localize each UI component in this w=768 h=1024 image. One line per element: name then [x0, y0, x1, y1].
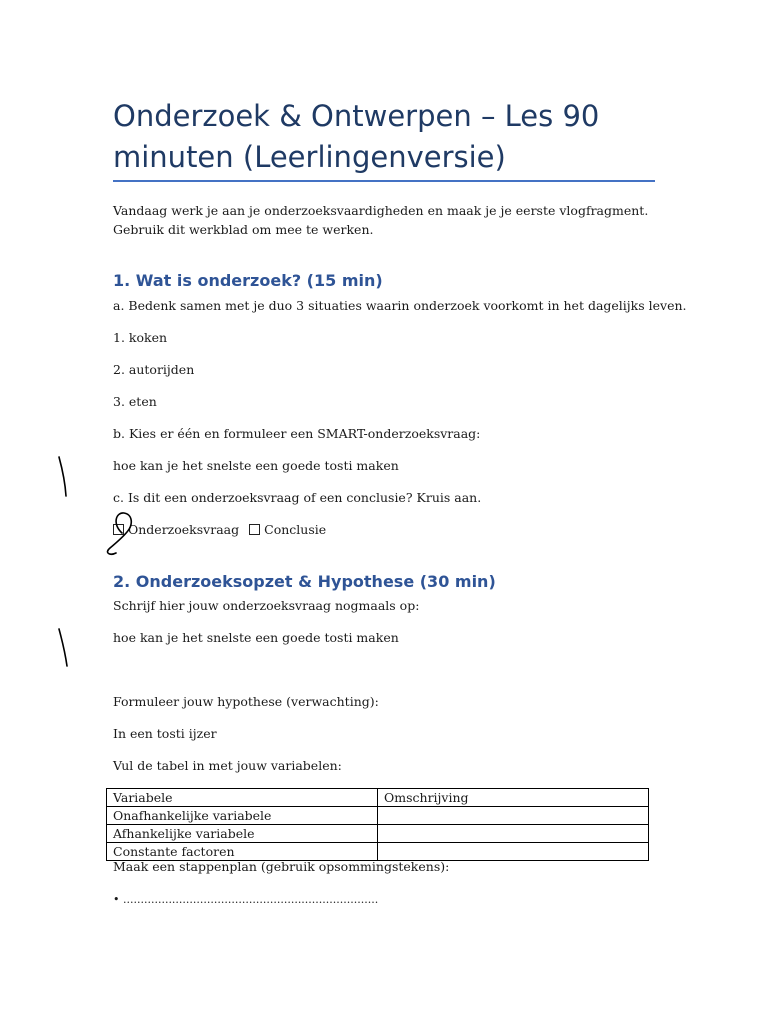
table-cell: Onafhankelijke variabele: [107, 807, 378, 825]
prompt-hypothesis: Formuleer jouw hypothese (verwachting):: [113, 694, 379, 709]
document-title: Onderzoek & Ontwerpen – Les 90 minuten (Leerlingenversie): [113, 99, 600, 174]
question-b: b. Kies er één en formuleer een SMART-onderzoeksvraag:: [113, 426, 481, 441]
prompt-table: Vul de tabel in met jouw variabelen:: [113, 758, 342, 773]
section1-heading: 1. Wat is onderzoek? (15 min): [113, 271, 383, 290]
table-header-cell: Variabele: [107, 789, 378, 807]
title-underline: [113, 180, 655, 182]
checkbox-onderzoeksvraag[interactable]: [113, 524, 124, 535]
checkbox-conclusie[interactable]: [249, 524, 260, 535]
answer-3[interactable]: 3. eten: [113, 394, 157, 409]
table-cell: Afhankelijke variabele: [107, 825, 378, 843]
pen-stroke-mark: [59, 629, 67, 666]
answer-question[interactable]: hoe kan je het snelste een goede tosti maken: [113, 630, 399, 645]
table-row: [107, 825, 649, 843]
intro-text: Vandaag werk je aan je onderzoeksvaardigheden en maak je je eerste vlogfragment. Gebruik dit werkblad om mee te werken.: [113, 203, 649, 237]
prompt-question: Schrijf hier jouw onderzoeksvraag nogmaals op:: [113, 598, 420, 613]
question-a: a. Bedenk samen met je duo 3 situaties waarin onderzoek voorkomt in het dagelijks leven.: [113, 298, 687, 313]
pen-stroke-mark: [59, 457, 66, 496]
option-conclusie-label: Conclusie: [264, 522, 327, 537]
answer-b[interactable]: hoe kan je het snelste een goede tosti maken: [113, 458, 399, 473]
table-cell-input[interactable]: [378, 807, 649, 825]
option-onderzoeksvraag-label: Onderzoeksvraag: [128, 522, 240, 537]
answer-2[interactable]: 2. autorijden: [113, 362, 195, 377]
prompt-steps: Maak een stappenplan (gebruik opsommingstekens):: [113, 859, 450, 874]
section2-heading: 2. Onderzoeksopzet & Hypothese (30 min): [113, 572, 496, 591]
table-row: [107, 807, 649, 825]
table-header-cell: Omschrijving: [378, 789, 649, 807]
answer-hypothesis[interactable]: In een tosti ijzer: [113, 726, 217, 741]
table-header-row: [107, 789, 649, 807]
question-c: c. Is dit een onderzoeksvraag of een conclusie? Kruis aan.: [113, 490, 482, 505]
choice-row: [113, 520, 326, 539]
variables-table: [106, 788, 649, 861]
answer-1[interactable]: 1. koken: [113, 330, 168, 345]
table-cell: Constante factoren: [107, 843, 378, 861]
table-cell-input[interactable]: [378, 825, 649, 843]
steps-bullet-line[interactable]: • .........................................................................: [113, 893, 379, 906]
